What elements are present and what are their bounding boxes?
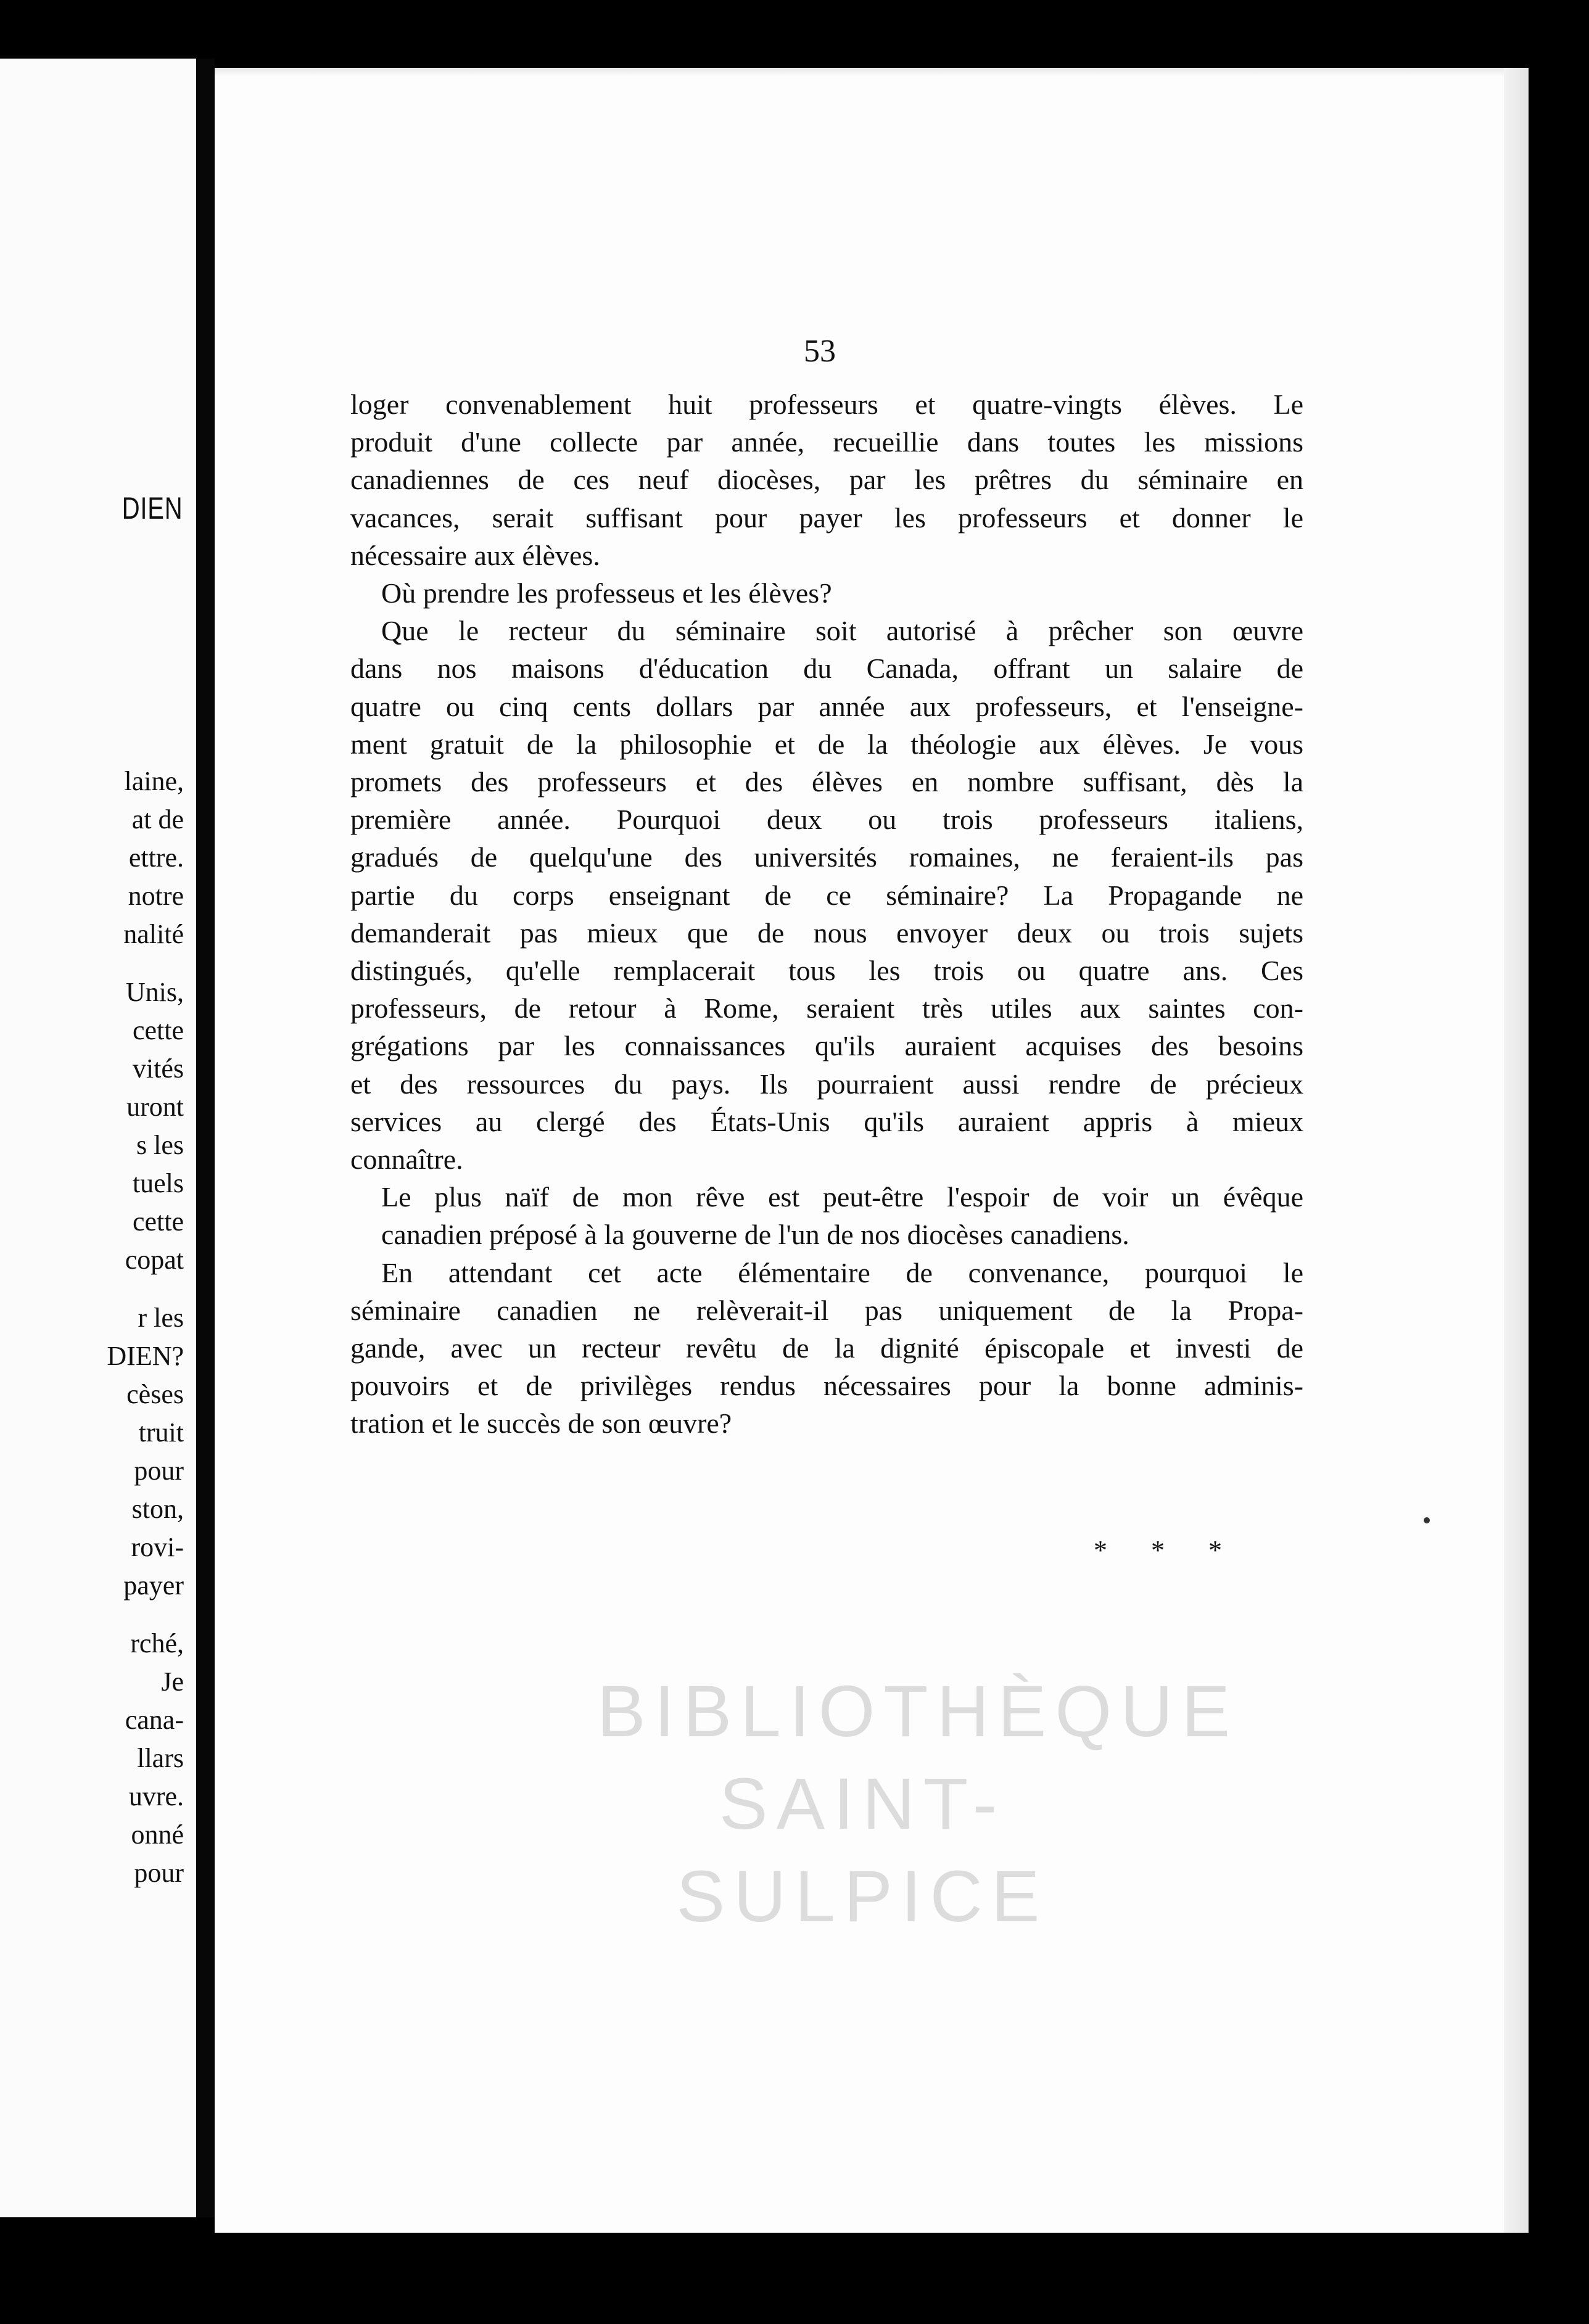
text-line: distingués, qu'elle remplacerait tous les trois ou quatre ans. Ces	[350, 955, 1303, 987]
text-line: canadiennes de ces neuf diocèses, par les prêtres du séminaire en	[350, 464, 1303, 496]
text-line: quatre ou cinq cents dollars par année aux professeurs, et l'enseigne-	[350, 690, 1303, 722]
left-page-line: r les	[138, 1303, 184, 1333]
text-line: Que le recteur du séminaire soit autorisé à prêcher son œuvre	[381, 615, 1303, 647]
left-page-line: tuels	[132, 1168, 184, 1198]
text-line: première année. Pourquoi deux ou trois professeurs italiens,	[350, 804, 1303, 836]
left-page-line: cana-	[125, 1705, 184, 1735]
text-line: vacances, serait suffisant pour payer les professeurs et donner le	[350, 501, 1303, 534]
left-page-line: Je	[161, 1667, 184, 1697]
text-line: dans nos maisons d'éducation du Canada, offrant un salaire de	[350, 653, 1303, 685]
left-page-line: copat	[125, 1245, 184, 1275]
text-line: et des ressources du pays. Ils pourraient aussi rendre de précieux	[350, 1068, 1303, 1100]
left-page-line: laine,	[124, 766, 184, 796]
library-stamp	[597, 1665, 1239, 1937]
left-page-line: pour	[134, 1858, 184, 1888]
left-page-line: payer	[123, 1570, 184, 1601]
stamp-line-1: BIBLIOTHÈQUE	[597, 1671, 1239, 1752]
text-line: tration et le succès de son œuvre?	[350, 1407, 732, 1440]
page-top-shadow	[215, 68, 1529, 76]
text-line: connaître.	[350, 1143, 463, 1176]
left-page-line: rovi-	[131, 1532, 184, 1562]
text-line: gande, avec un recteur revêtu de la dignité épiscopale et investi de	[350, 1332, 1303, 1364]
left-page-line: cèses	[126, 1379, 184, 1409]
text-line: En attendant cet acte élémentaire de convenance, pourquoi le	[381, 1256, 1303, 1288]
right-page	[215, 68, 1529, 2233]
left-page-heading: DIEN	[122, 491, 183, 525]
text-line: produit d'une collecte par année, recueillie dans toutes les missions	[350, 426, 1303, 458]
left-page-line: ston,	[131, 1494, 184, 1524]
left-page-line: notre	[128, 881, 184, 911]
page-number: 53	[804, 334, 836, 369]
stamp-line-2: SAINT-SULPICE	[676, 1763, 1049, 1937]
left-page-line: truit	[138, 1417, 184, 1448]
left-page-fragment	[0, 59, 196, 2217]
text-line: grégations par les connaissances qu'ils auraient acquises des besoins	[350, 1030, 1303, 1062]
left-page-line: vités	[132, 1053, 184, 1084]
section-asterisks: * * *	[1094, 1535, 1240, 1565]
left-page-line: onné	[131, 1819, 184, 1850]
left-page-line: s les	[136, 1130, 184, 1160]
left-page-line: cette	[132, 1206, 184, 1237]
text-line: gradués de quelqu'une des universités romaines, ne feraient-ils pas	[350, 841, 1303, 873]
page-edge-shadow	[1504, 68, 1529, 2233]
left-page-line: uvre.	[128, 1781, 184, 1811]
book-gutter	[196, 59, 215, 2217]
text-line: services au clergé des États-Unis qu'ils auraient appris à mieux	[350, 1105, 1303, 1137]
text-line: nécessaire aux élèves.	[350, 539, 600, 571]
left-page-line: pour	[134, 1456, 184, 1486]
text-line: Le plus naïf de mon rêve est peut-être l'espoir de voir un évêque	[381, 1181, 1303, 1213]
left-page-line: nalité	[123, 919, 184, 949]
text-line: ment gratuit de la philosophie et de la théologie aux élèves. Je vous	[350, 728, 1303, 760]
text-line: séminaire canadien ne relèverait-il pas uniquement de la Propa-	[350, 1294, 1303, 1326]
left-page-line: rché,	[130, 1628, 184, 1659]
text-line: loger convenablement huit professeurs et quatre-vingts élèves. Le	[350, 389, 1303, 420]
text-line: partie du corps enseignant de ce séminaire? La Propagande ne	[350, 879, 1303, 911]
left-page-line: at de	[131, 804, 184, 834]
text-line: canadien préposé à la gouverne de l'un de nos diocèses canadiens.	[381, 1219, 1129, 1251]
body-text	[350, 385, 1303, 1443]
left-page-line: uront	[126, 1092, 184, 1122]
stray-mark	[1424, 1517, 1430, 1523]
left-page-line: Unis,	[125, 977, 184, 1007]
left-page-line: cette	[132, 1015, 184, 1045]
left-page-line: ettre.	[128, 843, 184, 873]
left-page-line: llars	[137, 1743, 184, 1773]
text-line: pouvoirs et de privilèges rendus nécessaires pour la bonne adminis-	[350, 1370, 1303, 1402]
text-line: professeurs, de retour à Rome, seraient très utiles aux saintes con-	[350, 992, 1303, 1024]
text-line: promets des professeurs et des élèves en nombre suffisant, dès la	[350, 766, 1303, 798]
left-page-line: DIEN?	[107, 1341, 184, 1371]
text-line: Où prendre les professeus et les élèves?	[381, 577, 832, 609]
text-line: demanderait pas mieux que de nous envoyer deux ou trois sujets	[350, 917, 1303, 949]
